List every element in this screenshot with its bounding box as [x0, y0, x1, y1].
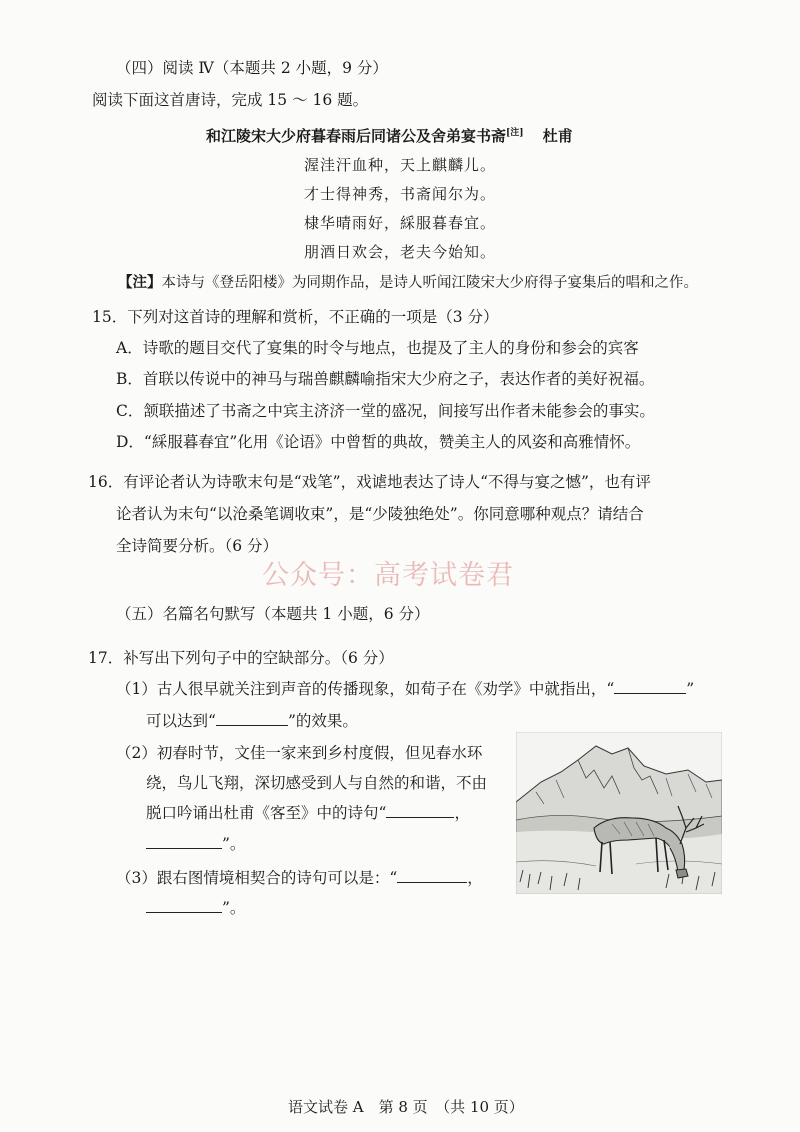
q17-part1-text-b: ”	[686, 680, 695, 698]
q17-part3-text-c: ”。	[222, 899, 246, 917]
poem-author: 杜甫	[542, 127, 573, 145]
q17-part2-line3	[146, 801, 470, 823]
q17-part2-line1: （2）初春时节，文佳一家来到乡村度假，但见春水环	[116, 744, 483, 762]
q15-option-a: A．诗歌的题目交代了宴集的时令与地点，也提及了主人的身份和参会的宾客	[116, 339, 639, 357]
watermark-text: 公众号：高考试卷君	[262, 560, 514, 591]
q17-part1-text-c: 可以达到“	[146, 712, 216, 730]
q15-option-c: C．颔联描述了书斋之中宾主济济一堂的盛况，间接写出作者未能参会的事实。	[116, 402, 655, 420]
deer-landscape-drawing	[516, 732, 722, 894]
page-footer: 语文试卷 A 第 8 页 （共 10 页）	[288, 1098, 524, 1116]
q17-part1-line1	[116, 677, 694, 699]
poem-line: 才士得神秀，书斋闻尔为。	[304, 185, 497, 203]
q17-part2-line2: 绕，鸟儿飞翔，深切感受到人与自然的和谐，不由	[146, 774, 488, 792]
poem-line: 渥洼汗血种，天上麒麟儿。	[304, 156, 497, 174]
q15-stem: 15．下列对这首诗的理解和赏析，不正确的一项是（3 分）	[92, 308, 499, 326]
answer-blank[interactable]	[146, 897, 222, 913]
poem-title	[206, 125, 573, 146]
q17-stem: 17．补写出下列句子中的空缺部分。（6 分）	[88, 649, 394, 667]
poem-note-text: 本诗与《登岳阳楼》为同期作品，是诗人听闻江陵宋大少府得子宴集后的唱和之作。	[161, 275, 698, 291]
poem-title-text: 和江陵宋大少府暮春雨后同诸公及舍弟宴书斋	[206, 127, 507, 145]
answer-blank[interactable]	[397, 867, 467, 883]
q17-part1-line2	[146, 709, 358, 731]
q17-part1-text-d: ”的效果。	[287, 712, 358, 730]
q17-part2-line4	[146, 832, 245, 854]
deer-landscape-illustration	[516, 732, 722, 894]
q17-part2-text-d: ，	[454, 804, 470, 822]
answer-blank[interactable]	[216, 710, 288, 726]
q17-part2-text-e: ”。	[222, 835, 246, 853]
q16-line: 全诗简要分析。（6 分）	[116, 537, 279, 555]
poem-note	[118, 271, 698, 292]
q15-option-b: B．首联以传说中的神马与瑞兽麒麟喻指宋大少府之子，表达作者的美好祝福。	[116, 370, 655, 388]
answer-blank[interactable]	[386, 802, 454, 818]
poem-line: 棣华晴雨好，綵服暮春宜。	[304, 214, 497, 232]
answer-blank[interactable]	[146, 833, 222, 849]
q17-part1-text-a: （1）古人很早就关注到声音的传播现象，如荀子在《劝学》中就指出，“	[116, 680, 615, 698]
q16-line: 论者认为末句“以沧桑笔调收束”，是“少陵独绝处”。你同意哪种观点？请结合	[116, 505, 644, 523]
section4-instruction: 阅读下面这首唐诗，完成 15 ～ 16 题。	[92, 91, 369, 109]
q16-line: 16．有评论者认为诗歌末句是“戏笔”，戏谑地表达了诗人“不得与宴之憾”，也有评	[88, 473, 651, 491]
section4-heading: （四）阅读 Ⅳ（本题共 2 小题，9 分）	[116, 59, 388, 77]
poem-title-note-mark: [注]	[506, 128, 524, 138]
q17-part3-text-b: ，	[467, 869, 483, 887]
q17-part3-line1	[116, 866, 483, 888]
section5-heading: （五）名篇名句默写（本题共 1 小题，6 分）	[116, 605, 430, 623]
q15-option-d: D．“綵服暮春宜”化用《论语》中曾皙的典故，赞美主人的风姿和高雅情怀。	[116, 433, 641, 451]
q17-part3-text-a: （3）跟右图情境相契合的诗句可以是：“	[116, 869, 398, 887]
poem-note-label: 【注】	[118, 274, 162, 291]
poem-line: 朋酒日欢会，老夫今始知。	[304, 243, 497, 261]
q17-part2-text-c: 脱口吟诵出杜甫《客至》中的诗句“	[146, 804, 387, 822]
answer-blank[interactable]	[614, 678, 686, 694]
q17-part3-line2	[146, 896, 245, 918]
